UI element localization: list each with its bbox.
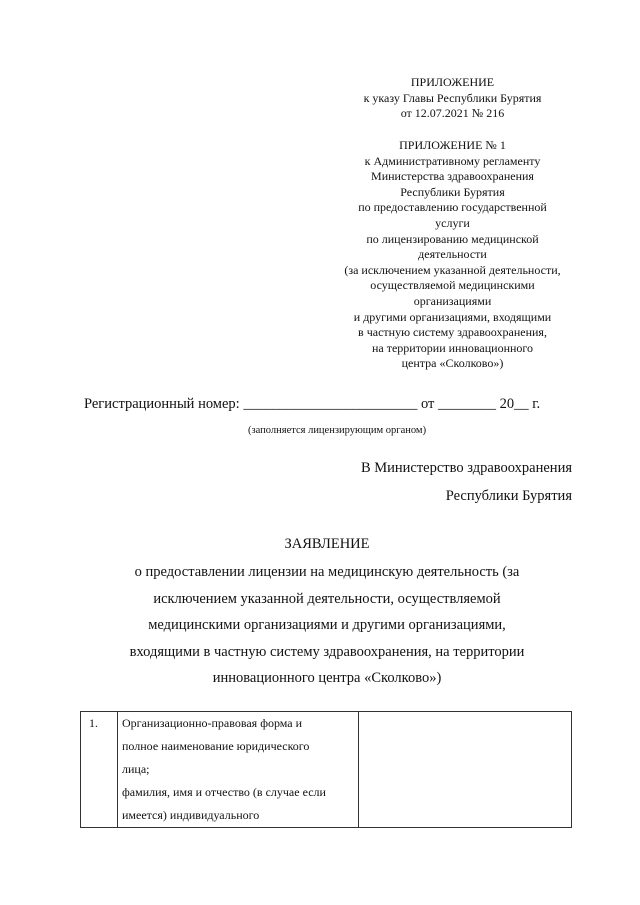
statement-description [90,559,564,692]
appendix-line: на территории инновационного [371,340,534,355]
appendix-line: ПРИЛОЖЕНИЕ № 1 [399,138,506,152]
appendix-line: к указу Главы Республики Бурятия [363,90,542,105]
appendix-regulation-header [300,138,605,372]
row-label-line: полное наименование юридического [122,739,310,753]
registration-number-line: Регистрационный номер: ________________________ от ________ 20__ г. [84,396,541,412]
appendix-line: осуществляемой медицинскими [370,278,535,293]
row-label-line: лица; [122,762,150,776]
addressee-line: Республики Бурятия [445,488,572,504]
appendix-line: и другими организациями, входящими [353,309,552,324]
appendix-line: по лицензированию медицинской [366,231,539,246]
statement-line: о предоставлении лицензии на медицинскую деятельность (за [134,564,520,580]
appendix-line: ПРИЛОЖЕНИЕ [410,75,495,89]
row-label [118,712,359,828]
statement-line: инновационного центра «Сколково») [212,670,442,686]
appendix-line: Республики Бурятия [400,184,505,199]
row-label-line: фамилия, имя и отчество (в случае если [122,785,326,799]
row-number: 1. [81,712,118,828]
table-row [81,712,572,828]
application-form-table [80,711,572,828]
addressee-line: В Министерство здравоохранения [360,460,572,476]
appendix-line: от 12.07.2021 № 216 [400,106,505,121]
appendix-header [300,75,605,122]
appendix-line: Министерства здравоохранения [371,169,534,184]
appendix-line: к Административному регламенту [364,153,541,168]
appendix-line: организациями [413,293,492,308]
statement-line: исключением указанной деятельности, осуществляемой [153,590,501,607]
appendix-line: (за исключением указанной деятельности, [344,262,561,277]
statement-title: ЗАЯВЛЕНИЕ [284,536,370,552]
row-value-cell[interactable] [359,712,572,828]
appendix-line: центра «Сколково») [401,356,504,371]
statement-line: входящими в частную систему здравоохранения, на территории [129,643,525,660]
appendix-line: по предоставлению государственной [358,200,547,215]
statement-line: медицинскими организациями и другими организациями, [148,617,506,633]
appendix-line: услуги [435,215,470,230]
appendix-line: в частную систему здравоохранения, [358,325,547,340]
appendix-line: деятельности [418,247,487,262]
row-label-line: имеется) индивидуального [122,808,260,822]
row-label-line: Организационно-правовая форма и [122,716,303,730]
registration-note: (заполняется лицензирующим органом) [248,425,427,436]
